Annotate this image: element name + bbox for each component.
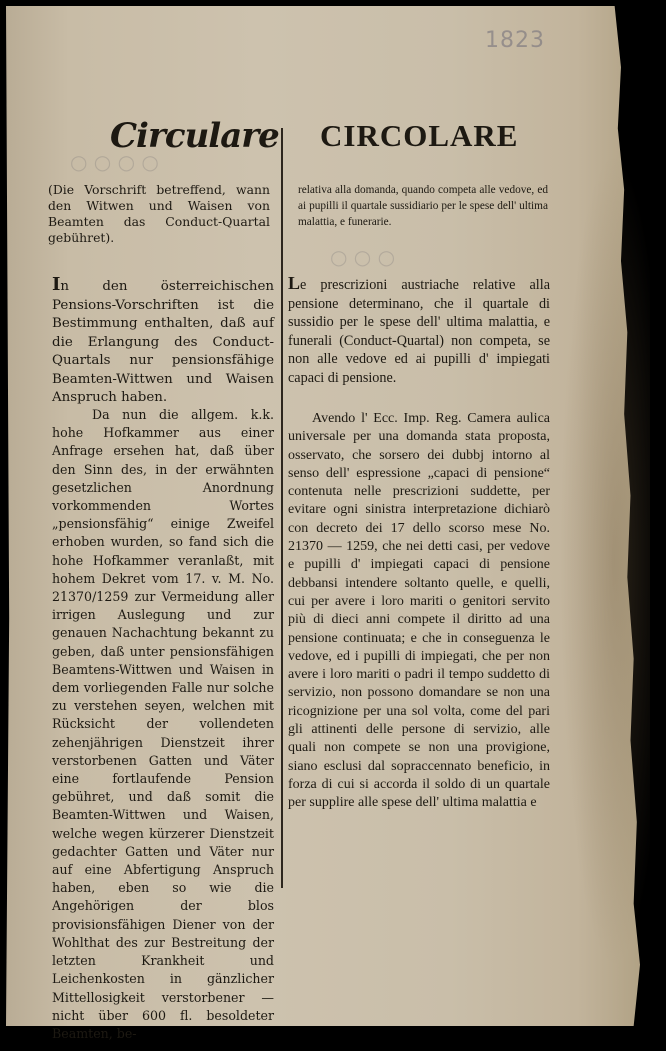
italian-title: CIRCOLARE [320,118,519,153]
italian-paragraph-1-text: e prescrizioni austriache relative alla pensione determinano, che il quartale di sussidio per le spese dell' ultima malattia, e funerali (Conduct-Quartal) non competa, se non alle vedove ed ai pupilli d' impiegati capaci di pensione. [288,277,550,386]
column-divider [281,128,283,888]
italian-dropcap: L [288,273,301,293]
german-dropcap: I [52,274,61,295]
german-paragraph-1-text: n den österreichischen Pensions-Vorschriften ist die Bestimmung enthalten, daß auf die Erlangung des Conduct-Quartals nur pensionsfähige Beamten-Wittwen und Waisen Anspruch haben. [52,279,274,405]
handwritten-year: 1823 [485,28,545,53]
german-subtitle: (Die Vorschrift betreffend, wann den Witwen und Waisen von Beamten das Conduct-Quartal gebühret). [48,182,270,245]
german-paragraph-2: Da nun die allgem. k.k. hohe Hofkammer aus einer Anfrage ersehen hat, daß über den Sinn des, in der erwähnten gesetzlichen Anordnung vorkommenden Wortes „pensionsfähig“ einige Zweifel erhoben wurden, so fand sich die hohe Hofkammer veranlaßt, mit hohem Dekret vom 17. v. M. No. 21370/1259 zur Vermeidung aller irrigen Auslegung und zur genauen Nachachtung bekannt zu geben, daß unter pensionsfähigen Beamtens-Wittwen und Waisen in dem vorliegenden Falle nur solche zu verstehen seyen, welchen mit Rücksicht der vollendeten zehenjährigen Dienstzeit ihrer verstorbenen Gatten und Väter eine fortlaufende Pension gebühret, und daß somit die Beamten-Wittwen und Waisen, welche wegen kürzerer Dienstzeit gedachter Gatten und Väter nur auf eine Abfertigung Anspruch haben, eben so wie die Angehörigen der blos provisionsfähigen Diener von der Wohlthat des zur Bestreitung der letzten Krankheit und Leichenkosten in gänzlicher Mittellosigkeit verstorbener — nicht über 600 fl. besoldeter Beamten, be- [52,407,274,1041]
german-title: Circulare [110,116,279,156]
italian-subtitle: relativa alla domanda, quando competa alle vedove, ed ai pupilli il quartale sussidiario per le spese dell' ultima malattia, e funerarie. [298,184,548,228]
bleed-through-text-2: ○ ○ ○ [330,245,396,269]
italian-paragraph-1 [288,274,550,387]
italian-paragraph-2: Avendo l' Ecc. Imp. Reg. Camera aulica universale per una domanda stata proposta, osservato, che sorsero dei dubbj intorno al senso dell' espressione „capaci di pensione“ contenuta nelle prescrizioni suddette, per evitare ogni sinistra interpretazione dichiarò con decreto dei 17 dello scorso mese No. 21370 — 1259, che nei detti casi, per vedove e pupilli d' impiegati capaci di pensione debbansi intendere soltanto quelle, e quelli, cui per avere i loro mariti o genitori servito più di dieci anni compete il diritto ad una pensione continuata; e che in conseguenza le vedove, ed i pupilli di impiegati, che per non avere i loro mariti o padri il tempo suddetto di servizio, non possono domandare se non una ricognizione per una sol volta, come del pari gli attinenti delle persone di servizio, alle quali non compete se non una provigione, siano esclusi dal sopraccennato beneficio, in forza di cui si accorda il soldo di un quartale per supplire alle spese dell' ultima malattia e [288,411,550,811]
german-paragraph-1 [52,276,274,408]
bleed-through-text: ○ ○ ○ ○ [70,150,159,174]
